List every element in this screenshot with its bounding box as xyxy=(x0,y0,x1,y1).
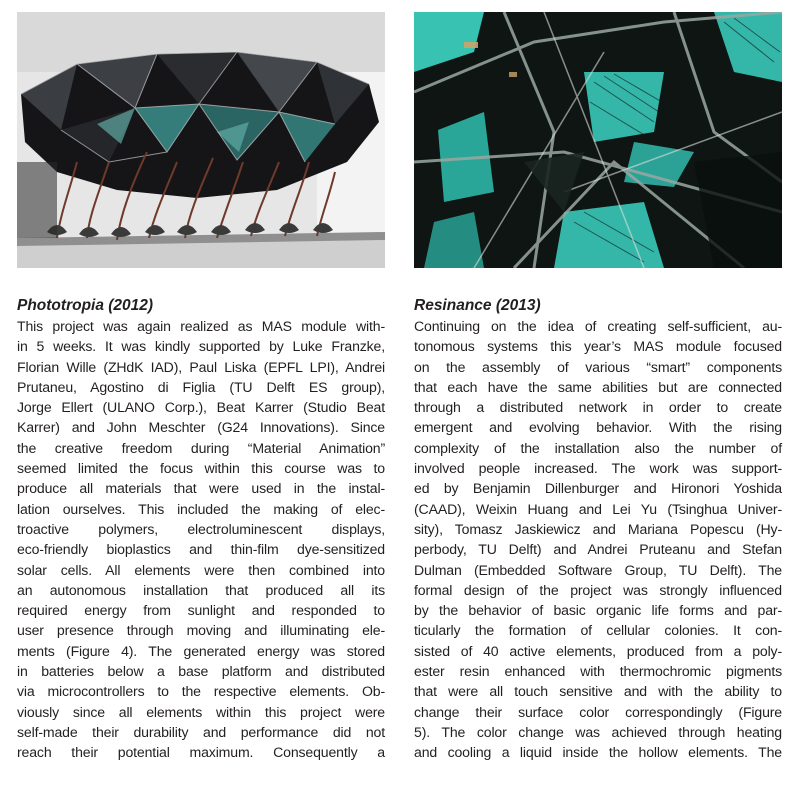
body-line: ed by Benjamin Dillenburger and Hironori Yoshida xyxy=(414,480,782,497)
body-line: 5). The color change was achieved through heating xyxy=(414,723,782,740)
body-line: produce all materials that were used in the instal- xyxy=(17,480,385,497)
resinance-body xyxy=(414,316,782,763)
body-line: through a distributed network in order to create xyxy=(414,399,782,416)
body-line: Dulman (Embedded Software Group, TU Delft). The xyxy=(414,561,782,578)
body-line: sity), Tomasz Jaskiewicz and Mariana Popescu (Hy- xyxy=(414,520,782,537)
resinance-photo xyxy=(414,12,782,268)
body-line: solar cells. All elements were then combined into xyxy=(17,561,385,578)
body-line: eco-friendly bioplastics and thin-film dye-sensitized xyxy=(17,541,385,558)
body-line: involved people increased. The work was support- xyxy=(414,460,782,477)
body-line: troactive polymers, electroluminescent displays, xyxy=(17,520,385,537)
resinance-heading: Resinance (2013) xyxy=(414,297,541,314)
body-line: that each have the same abilities but are connected xyxy=(414,378,782,395)
body-line: reach their potential maximum. Consequently a xyxy=(17,744,385,761)
body-line: Prutaneu, Agostino di Figlia (TU Delft ES group), xyxy=(17,378,385,395)
phototropia-heading: Phototropia (2012) xyxy=(17,297,154,314)
body-line: user presence through moving and illuminating ele- xyxy=(17,622,385,639)
body-line: required energy from sunlight and responded to xyxy=(17,602,385,619)
body-line: the creative freedom during “Material Animation” xyxy=(17,439,385,456)
body-line: Florian Wille (ZHdK IAD), Paul Liska (EPFL LPI), Andrei xyxy=(17,358,385,375)
body-line: formal design of the project was strongly influenced xyxy=(414,581,782,598)
body-line: sisted of 40 active elements, produced from a poly- xyxy=(414,642,782,659)
phototropia-photo xyxy=(17,12,385,268)
body-line: (CAAD), Weixin Huang and Lei Yu (Tsinghua Univer- xyxy=(414,500,782,517)
body-line: that were all touch sensitive and with the ability to xyxy=(414,683,782,700)
body-line: ments (Figure 4). The generated energy was stored xyxy=(17,642,385,659)
body-line: seemed limited the focus within this course was to xyxy=(17,460,385,477)
body-line: via microcontrollers to the respective elements. Ob- xyxy=(17,683,385,700)
body-line: lation ourselves. This included the making of elec- xyxy=(17,500,385,517)
body-line: Continuing on the idea of creating self-sufficient, au- xyxy=(414,318,782,334)
body-line: on the assembly of various “smart” components xyxy=(414,358,782,375)
resinance-installation-image xyxy=(414,12,782,268)
body-line: Jorge Ellert (ULANO Corp.), Beat Karrer (Studio Beat xyxy=(17,399,385,416)
body-line: perbody, TU Delft) and Andrei Pruteanu and Stefan xyxy=(414,541,782,558)
body-line: This project was again realized as MAS module with- xyxy=(17,318,385,334)
body-line: tonomous systems this year’s MAS module focused xyxy=(414,338,782,355)
body-line: emergent and evolving behavior. With the rising xyxy=(414,419,782,436)
left-column xyxy=(17,12,385,763)
phototropia-body xyxy=(17,316,385,763)
body-line: complexity of the installation also the number of xyxy=(414,439,782,456)
right-column xyxy=(414,12,782,763)
body-line: change their surface color correspondingly (Figure xyxy=(414,703,782,720)
body-line: in 5 weeks. It was kindly supported by Luke Franzke, xyxy=(17,338,385,355)
body-line: in batteries below a base platform and distributed xyxy=(17,663,385,680)
body-line: Karrer) and John Meschter (G24 Innovations). Since xyxy=(17,419,385,436)
body-line: an autonomous installation that produced all its xyxy=(17,581,385,598)
body-line: self-made their durability and performance did not xyxy=(17,723,385,740)
body-line: by the behavior of basic organic life forms and par- xyxy=(414,602,782,619)
phototropia-installation-image xyxy=(17,12,385,268)
body-line: ticularly the formation of cellular colonies. It con- xyxy=(414,622,782,639)
body-line: and cooling a liquid inside the hollow elements. The xyxy=(414,744,782,761)
body-line: viously since all elements within this project were xyxy=(17,703,385,720)
body-line: ester resin enhanced with thermochromic pigments xyxy=(414,663,782,680)
